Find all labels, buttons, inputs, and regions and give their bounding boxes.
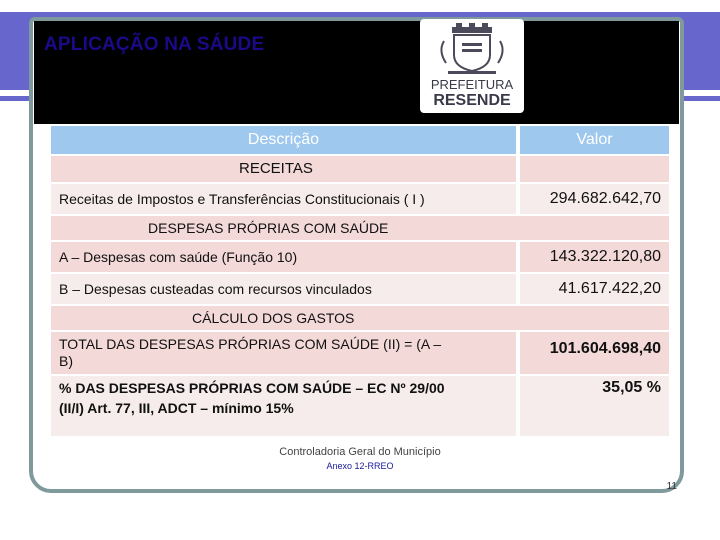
slide-title: APLICAÇÃO NA SÁUDE [44,34,265,55]
row-description: Receitas de Impostos e Transferências Constitucionais ( I ) [51,184,516,214]
header-description: Descrição [51,126,516,154]
prefeitura-resende-logo [420,19,524,113]
right-decorative-stub [684,96,720,101]
row-description: A – Despesas com saúde (Função 10) [51,242,516,272]
footer-anexo: Anexo 12-RREO [326,461,394,471]
row-value: 143.322.120,80 [520,242,669,272]
row-description [51,376,516,436]
row-description-line1: % DAS DESPESAS PRÓPRIAS COM SAÚDE – EC Nº 29/00 [59,380,445,396]
row-description: B – Despesas custeadas com recursos vinculados [51,274,516,304]
table-row [51,274,669,304]
table-header-row [51,126,669,154]
section-row-receitas [51,156,669,182]
page-number: 11 [666,481,677,492]
section-row-calculo [51,306,669,330]
table-row-total [51,332,669,374]
table-row [51,242,669,272]
footer-controladoria: Controladoria Geral do Município [279,446,441,458]
header-value: Valor [520,126,669,154]
row-description-line2: (II/I) Art. 77, III, ADCT – mínimo 15% [59,400,294,416]
table-row [51,184,669,214]
row-description-line2: B) [59,353,73,369]
section-label-calculo: CÁLCULO DOS GASTOS [51,306,669,330]
row-value: 35,05 % [520,376,669,436]
row-value: 294.682.642,70 [520,184,669,214]
logo-text-line1: PREFEITURA [430,77,514,92]
row-description-line1: TOTAL DAS DESPESAS PRÓPRIAS COM SAÚDE (II) = (A – [59,336,442,352]
row-description [51,332,516,374]
section-label-despesas: DESPESAS PRÓPRIAS COM SAÚDE [51,216,669,240]
row-value: 41.617.422,20 [520,274,669,304]
logo-text-line2: RESENDE [433,92,511,109]
table-row-percentage [51,376,669,436]
section-value-receitas [520,156,669,182]
section-row-despesas [51,216,669,240]
row-value: 101.604.698,40 [520,332,669,374]
section-label-receitas: RECEITAS [51,156,516,182]
